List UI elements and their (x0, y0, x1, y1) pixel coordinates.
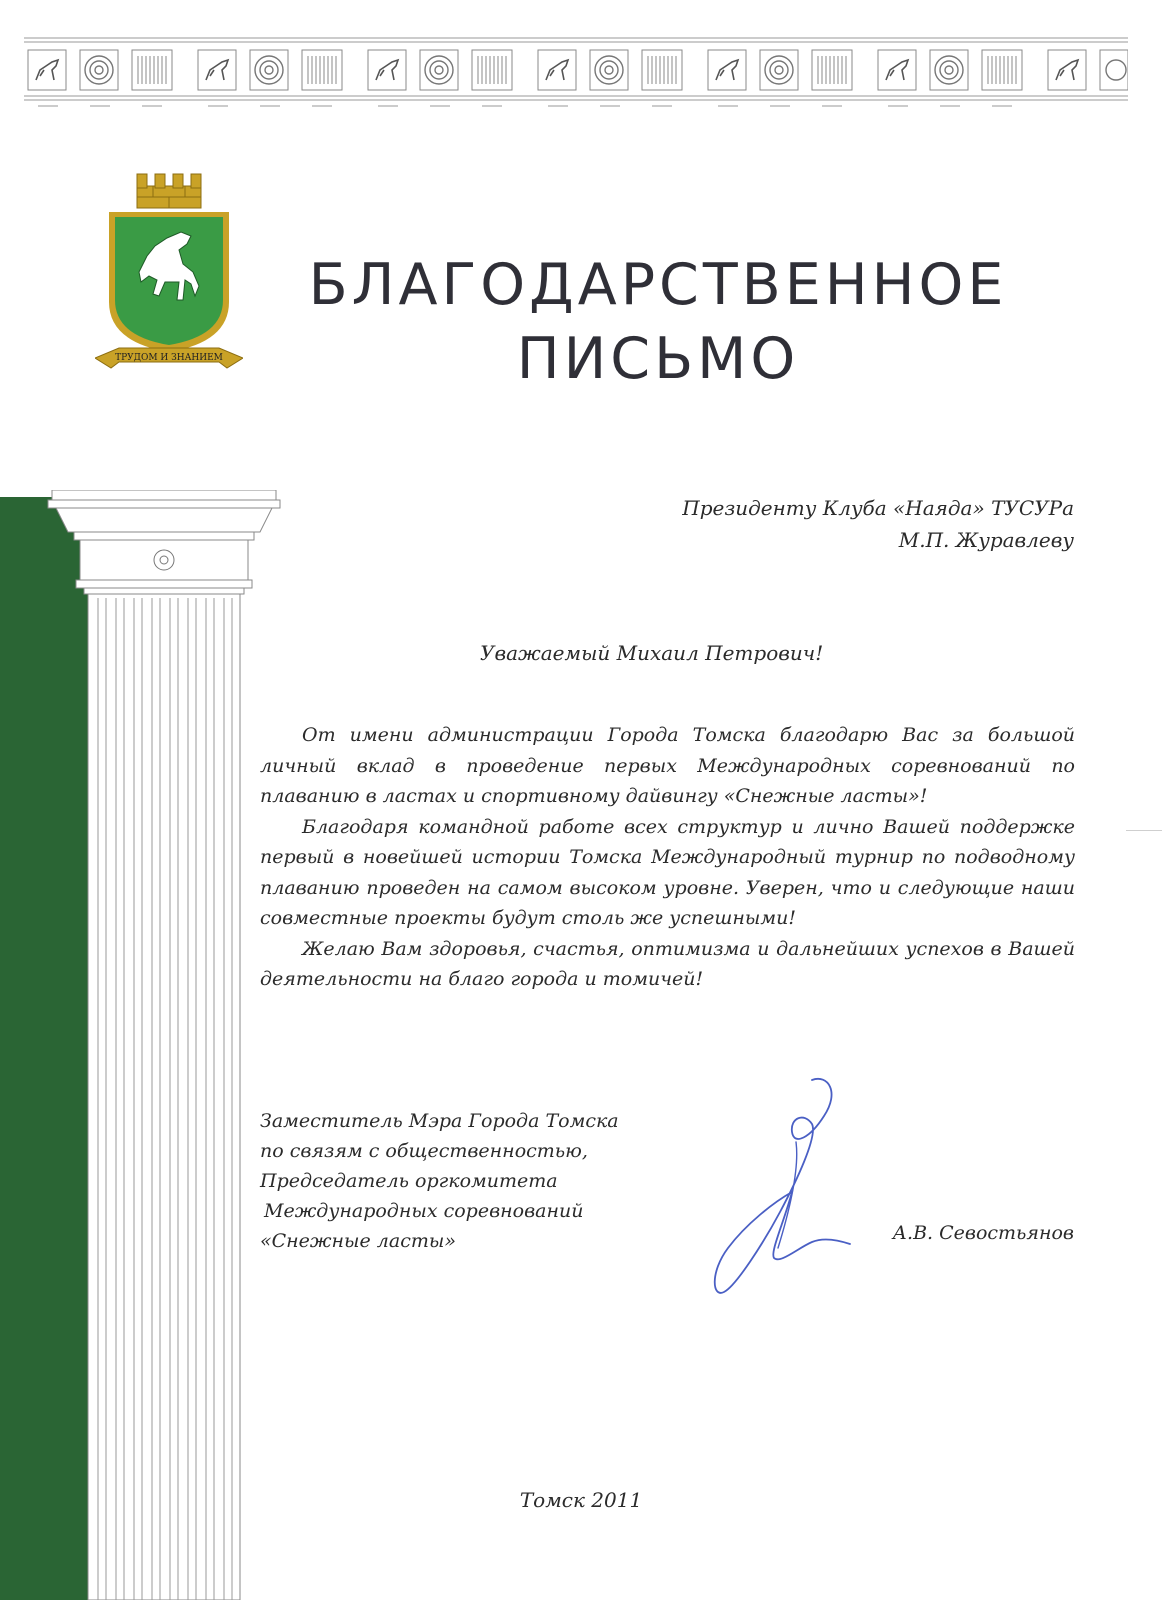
document-title (288, 248, 1028, 396)
position-line-3: Председатель оргкомитета (260, 1170, 558, 1192)
decorative-frieze (24, 36, 1128, 118)
title-line-1: БЛАГОДАРСТВЕННОЕ (308, 252, 1008, 319)
salutation: Уважаемый Михаил Петрович! (480, 641, 824, 665)
body-paragraph-3: Желаю Вам здоровья, счастья, оптимизма и дальнейших успехов в Вашей деятельности на благо города и томичей! (260, 937, 1075, 990)
position-line-1: Заместитель Мэра Города Томска (260, 1110, 619, 1132)
addressee-line-1: Президенту Клуба «Наяда» ТУСУРа (682, 496, 1074, 520)
body-paragraph-1: От имени администрации Города Томска благодарю Вас за большой личный вклад в проведение первых Международных соревнований по плаванию в ластах и спортивному дайвингу «Снежные ласты»! (260, 724, 1075, 807)
place-and-year: Томск 2011 (519, 1488, 643, 1512)
position-line-2: по связям с общественностью, (260, 1140, 588, 1162)
letter-body (260, 720, 1075, 995)
signatory-name: А.В. Севостьянов (892, 1222, 1074, 1244)
title-line-2: ПИСЬМО (516, 326, 800, 393)
handwritten-signature-icon (700, 1072, 860, 1307)
position-line-4: Международных соревнований (264, 1200, 584, 1222)
addressee-line-2: М.П. Журавлеву (898, 528, 1074, 552)
position-line-5: «Снежные ласты» (260, 1230, 456, 1252)
addressee-block (682, 492, 1074, 556)
coat-of-arms-icon (95, 172, 243, 384)
scan-edge-mark (1126, 830, 1162, 831)
motto: ТРУДОМ И ЗНАНИЕМ (115, 353, 223, 363)
classical-column-decoration (46, 490, 282, 1600)
signatory-position (260, 1106, 619, 1256)
body-paragraph-2: Благодаря командной работе всех структур и лично Вашей поддержке первый в новейшей истории Томска Международный турнир по подводному плаванию проведен на самом высоком уровне. Уверен, что и следующие наши совместные проекты будут столь же успешными! (260, 815, 1075, 929)
